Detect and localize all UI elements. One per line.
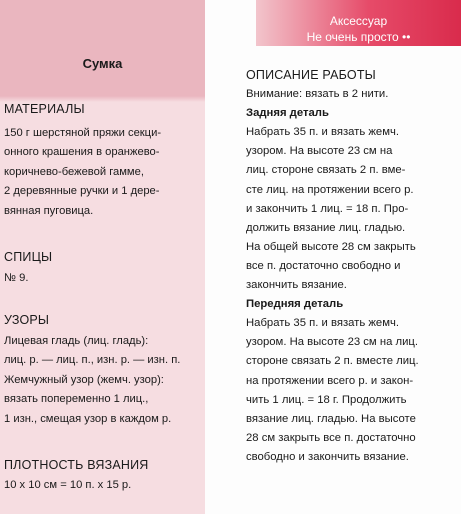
density-text: 10 х 10 см = 10 п. х 15 р. <box>4 479 132 491</box>
materials-text: 150 г шерстяной пряжи секци- онного крашения в оранжево- коричнево-бежевой гамме, 2 деревянные ручки и 1 дере- вянная пуговица. <box>4 127 162 217</box>
front-piece-text: Набрать 35 п. и вязать жемч. узором. На высоте 23 см на лиц. стороне связать 2 п. вместе лиц. на протяжении всего р. и закон- чить 1 лиц. = 18 г. Продолжить вязание лиц. гладью. На высоте 28 см закрыть все п. достаточно свободно и закончить вязание. <box>246 317 419 463</box>
front-piece-heading: Передняя деталь <box>246 298 344 311</box>
instructions <box>246 66 458 467</box>
materials-heading: МАТЕРИАЛЫ <box>4 102 85 116</box>
category-label: Аксессуар <box>329 14 388 28</box>
left-header-band <box>0 0 205 96</box>
note-text: Внимание: вязать в 2 нити. <box>246 88 389 101</box>
needles-text: № 9. <box>4 272 29 284</box>
description-heading: ОПИСАНИЕ РАБОТЫ <box>246 68 376 82</box>
patterns-heading: УЗОРЫ <box>4 313 50 327</box>
needles-heading: СПИЦЫ <box>4 250 53 264</box>
difficulty-label: Не очень просто •• <box>306 30 411 44</box>
patterns-text: Лицевая гладь (лиц. гладь): лиц. р. — лиц. п., изн. р. — изн. п. Жемчужный узор (жемч. узор): вязать попеременно 1 лиц., 1 изн., смещая узор в каждом р. <box>4 335 181 425</box>
density-heading: ПЛОТНОСТЬ ВЯЗАНИЯ <box>4 458 149 472</box>
back-piece-text: Набрать 35 п. и вязать жемч. узором. На высоте 23 см на лиц. стороне связать 2 п. вме- сте лиц. на протяжении всего р. и закончить 1 лиц. = 18 п. Про- должить вязание лиц. гладью. На общей высоте 28 см закрыть все п. достаточно свободно и закончить вязание. <box>246 126 416 292</box>
page-title: Сумка <box>82 56 123 71</box>
back-piece-heading: Задняя деталь <box>246 107 329 120</box>
